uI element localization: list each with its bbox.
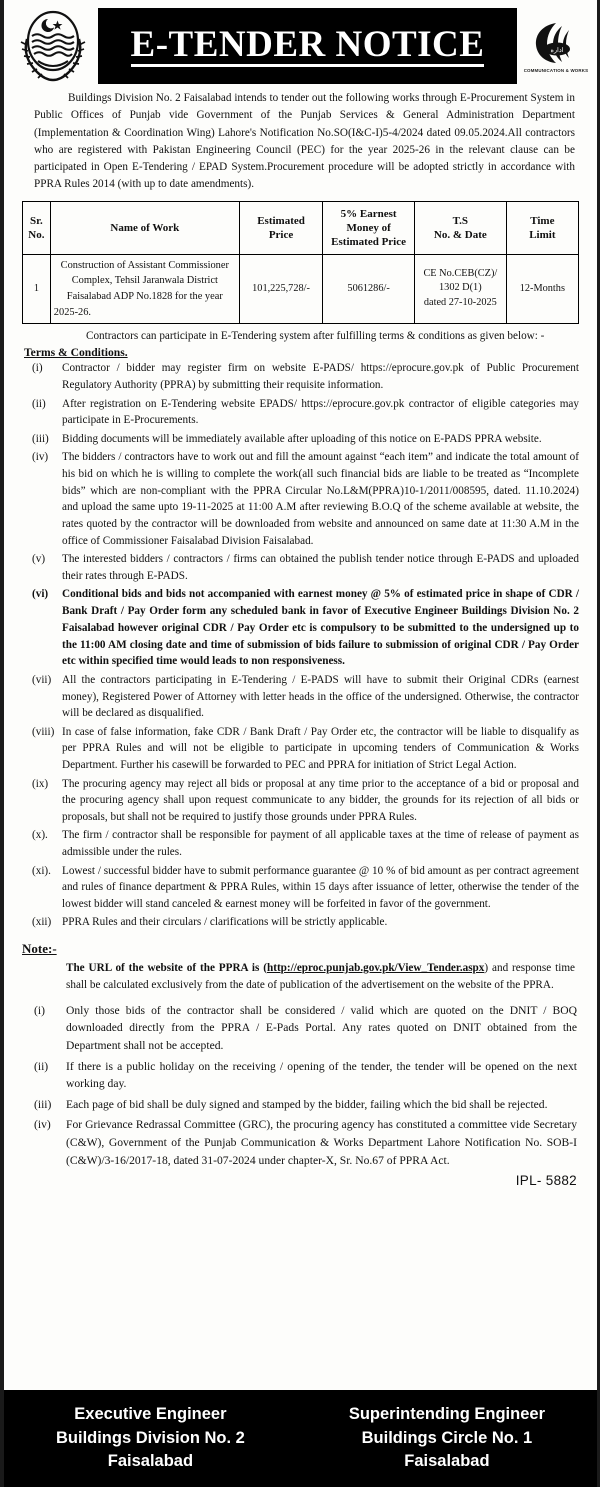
- terms-conditions-heading: Terms & Conditions.: [24, 346, 128, 360]
- note-url-paragraph: [66, 960, 575, 994]
- note-marker: (iii): [34, 1097, 52, 1111]
- cell-ts-line2: 1302 D(1): [439, 282, 482, 294]
- col-header-time-limit: [506, 201, 578, 254]
- col-header-sr-line2: No.: [28, 228, 45, 241]
- list-item: [24, 1116, 577, 1169]
- list-item: [24, 360, 579, 394]
- col-header-sr-no: [23, 201, 51, 254]
- title-banner: [98, 8, 517, 84]
- clause-marker: (xi).: [32, 864, 51, 877]
- list-item: [24, 914, 579, 931]
- clause-marker: (viii): [32, 725, 55, 738]
- note-text: If there is a public holiday on the receiving / opening of the tender, the tender will be opened on the next working day.: [66, 1059, 577, 1091]
- clause-marker: (vii): [32, 673, 52, 686]
- note-marker: (i): [34, 1003, 45, 1017]
- col-header-earnest-line2: Money of: [346, 221, 391, 234]
- works-table-wrapper: [22, 201, 579, 325]
- clause-text: All the contractors participating in E-Tendering / E-PADS will have to submit their Original CDRs (earnest money), Registered Power of Attorney with letter heads in the office of the undersigned. Otherwise, the contractor will be declared as disqualified.: [62, 673, 579, 720]
- note-heading: Note:-: [22, 941, 57, 957]
- ipl-number: IPL- 5882: [515, 1173, 577, 1189]
- clause-marker: (v): [32, 553, 46, 566]
- cell-earnest-money: 5061286/-: [323, 254, 415, 323]
- clause-marker: (i): [32, 362, 43, 375]
- table-row: [23, 254, 579, 323]
- superintending-engineer-title: Superintending Engineer: [348, 1405, 545, 1424]
- clause-text: The interested bidders / contractors / firms can obtained the publish tender notice through E-PADS and uploaded their rates through E-PADS.: [62, 553, 579, 582]
- ppra-url-link[interactable]: http://eproc.punjab.gov.pk/View_Tender.aspx: [267, 962, 485, 975]
- cell-sr-no: 1: [23, 254, 51, 323]
- clause-text: The procuring agency may reject all bids or proposal at any time prior to the acceptance of a bid or proposal and the procuring agency shall upon request communicate to any bidder, the grounds for its rejection of all bids or proposals, but shall not be required to justify those grounds under PPRA Rules.: [62, 777, 579, 824]
- col-header-time-line1: Time: [530, 214, 555, 227]
- list-item: [24, 863, 579, 913]
- cell-time-limit: 12-Months: [506, 254, 578, 323]
- clause-marker: (ii): [32, 397, 46, 410]
- col-header-price-line2: Price: [268, 228, 294, 241]
- communication-works-caption: COMMUNICATION & WORKS: [523, 67, 589, 73]
- clause-text: Lowest / successful bidder have to submit performance guarantee @ 10 % of bid amount as per contract agreement and rules of finance department & PPRA Rules, within 15 days after issuance of letter, otherwise the tender of the lowest bidder will stand canceled & earnest money will be forfeited in favor of the government.: [62, 864, 579, 911]
- list-item: [24, 672, 579, 722]
- col-header-time-line2: Limit: [529, 228, 556, 241]
- list-item: [24, 586, 579, 670]
- note-text: Each page of bid shall be duly signed and stamped by the bidder, failing which the bid shall be rejected.: [66, 1097, 548, 1111]
- communication-works-logo: [519, 19, 593, 74]
- clause-text: In case of false information, fake CDR / Bank Draft / Pay Order etc, the contractor will be liable to disqualify as per PPRA Rules and will not be eligible to participate in upcoming tenders of Communication & Works Department. Further his casewill be forwarded to PEC and PPRA for initiation of Strict Legal Action.: [62, 725, 579, 772]
- superintending-engineer-signature: [349, 1403, 545, 1473]
- table-header-row: [23, 201, 579, 254]
- superintending-engineer-circle: Buildings Circle No. 1: [361, 1428, 533, 1447]
- clause-marker: (x).: [32, 829, 48, 842]
- executive-engineer-city: Faisalabad: [107, 1452, 194, 1471]
- executive-engineer-division: Buildings Division No. 2: [55, 1428, 245, 1447]
- list-item: [24, 431, 579, 448]
- note-url-prefix: The URL of the website of the PPRA is (: [66, 962, 267, 975]
- note-marker: (ii): [34, 1059, 49, 1073]
- superintending-engineer-city: Faisalabad: [404, 1452, 490, 1471]
- col-header-ts-no-date: [414, 201, 506, 254]
- clause-text: After registration on E-Tendering website EPADS/ https://eprocure.gov.pk contractor of eligible categories may participate in E-Procurements.: [62, 397, 579, 427]
- cell-ts-no-date: [414, 254, 506, 323]
- note-items-list: [24, 1002, 577, 1169]
- list-item: [24, 724, 579, 774]
- col-header-earnest-money: [323, 201, 415, 254]
- svg-text:اداره: اداره: [550, 46, 564, 54]
- page-header: [4, 0, 597, 86]
- list-item: [24, 1002, 577, 1055]
- cell-ts-line3: dated 27-10-2025: [423, 297, 497, 309]
- note-text: For Grievance Redrassal Committee (GRC), the procuring agency has constituted a committee vide Secretary (C&W), Government of the Punjab Communication & Works Department Lahore Notification No. SOB-I (C&W)/3-16/2017-18, dated 31-07-2024 under chapter-X, Sr. No.67 of PPRA Act.: [66, 1118, 577, 1167]
- cell-ts-line1: CE No.CEB(CZ)/: [423, 267, 498, 279]
- clause-text: Conditional bids and bids not accompanied with earnest money @ 5% of estimated price in shape of CDR / Bank Draft / Pay Order form any scheduled bank in favor of Executive Engineer Buildings Division No. 2 Faisalabad however original CDR / Pay Order etc is compulsory to be submitted to the undersigned up to the 11:00 AM closing date and time of submission of bids failure to submission of original CDR / Pay Order etc within specified time would leads to non responsiveness.: [62, 588, 579, 668]
- clause-text: The bidders / contractors have to work out and fill the amount against “each item” and indicate the total amount of his bid on which he is willing to complete the work(all such financial bids are liable to be treated as “Incomplete bids” which are non-compliant with the PPRA Circular No.L&M(PPRA)10-1/2011/008595, dated. 11.10.2024) and upload the same upto 19-11-2025 at 11:00 A.M after reviewing B.O.Q of the scheme available at website, the rates quoted by the contractor will be downloaded from website and announced on same date at 11:30 A.M in the office of Commissioner Faisalabad Division Faisalabad.: [62, 450, 579, 547]
- col-header-earnest-line1: 5% Earnest: [340, 207, 397, 220]
- col-header-sr-line1: Sr.: [30, 214, 43, 227]
- clause-marker: (ix): [32, 777, 49, 790]
- note-marker: (iv): [34, 1118, 51, 1132]
- list-item: [24, 827, 579, 861]
- list-item: [24, 396, 579, 430]
- clause-marker: (xii): [32, 916, 52, 929]
- list-item: [24, 551, 579, 585]
- page-title: E-TENDER NOTICE: [130, 23, 485, 65]
- clause-text: PPRA Rules and their circulars / clarifications will be strictly applicable.: [62, 916, 388, 929]
- executive-engineer-title: Executive Engineer: [74, 1405, 227, 1424]
- list-item: [24, 449, 579, 550]
- punjab-government-emblem: [10, 9, 96, 83]
- cell-name-of-work: Construction of Assistant Commissioner Complex, Tehsil Jaranwala District Faisalabad ADP No.1828 for the year 2025-26.: [50, 254, 239, 323]
- terms-conditions-list: [24, 360, 579, 931]
- col-header-earnest-line3: Estimated Price: [331, 235, 407, 248]
- signature-footer: [4, 1390, 597, 1487]
- col-header-price-line1: Estimated: [257, 214, 305, 227]
- note-url-suffix: ) and response time shall be calculated exclusively from the date of publication of the advertisement on the website of the PPRA.: [66, 962, 575, 992]
- col-header-ts-line2: No. & Date: [433, 228, 487, 241]
- works-table: [22, 201, 579, 325]
- list-item: [24, 1096, 577, 1114]
- clause-marker: (iv): [32, 450, 49, 463]
- col-header-name-of-work: Name of Work: [50, 201, 239, 254]
- clause-text: Bidding documents will be immediately available after uploading of this notice on E-PADS PPRA website.: [62, 432, 542, 445]
- clause-text: The firm / contractor shall be responsible for payment of all applicable taxes at the time of release of payment as admissible under the rules.: [62, 829, 579, 859]
- cell-estimated-price: 101,225,728/-: [239, 254, 322, 323]
- col-header-estimated-price: [239, 201, 322, 254]
- clause-text: Contractor / bidder may register firm on website E-PADS/ https://eprocure.gov.pk of Public Procurement Regulatory Authority (PPRA) by submitting their requisite information.: [62, 362, 579, 392]
- clause-marker: (vi): [32, 588, 49, 601]
- clause-marker: (iii): [32, 432, 49, 445]
- executive-engineer-signature: [56, 1403, 245, 1473]
- note-text: Only those bids of the contractor shall be considered / valid which are quoted on the DNIT / BOQ downloaded directly from the PPRA / E-Pads Portal. Any rates quoted on DNIT obtained from the Department shall not be accepted.: [66, 1003, 577, 1053]
- intro-paragraph: Buildings Division No. 2 Faisalabad intends to tender out the following works through E-Procurement System in Public Offices of Punjab vide Government of the Punjab Services & General Administration Department (Implementation & Coordination Wing) Lahore's Notification No.SO(I&C-I)5-4/2024 dated 09.05.2024.All contractors who are registered with Pakistan Engineering Council (PEC) for the year 2025-26 in the relevant clause can be participated in Open E-Tendering / EPAD System.Procurement procedure will be adopted strictly in accordance with PPRA Rules 2014 (with up to date amendments).: [34, 92, 575, 191]
- list-item: [24, 776, 579, 826]
- participation-line: Contractors can participate in E-Tendering system after fulfilling terms & conditions as given below: -: [86, 330, 545, 343]
- list-item: [24, 1058, 577, 1093]
- col-header-ts-line1: T.S: [452, 214, 469, 227]
